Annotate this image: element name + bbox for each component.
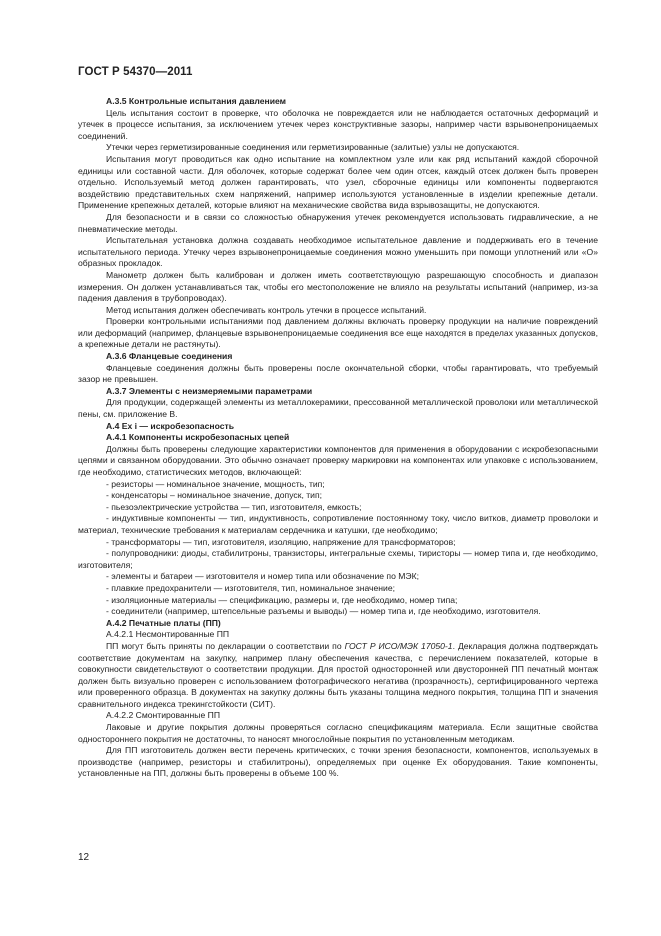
heading-a-3-6: А.3.6 Фланцевые соединения (106, 351, 233, 362)
heading-a-4-2-1: А.4.2.1 Несмонтированные ПП (106, 629, 230, 640)
page-number: 12 (78, 852, 90, 863)
paragraph: Должны быть проверены следующие характеристики компонентов для применения в оборудовании с искробезопасными цепями и связанном оборудовании. Это обычно означает проверку маркировки на компонентах или упаковке с использованием, где необходимо, статистических методов, включающей: (78, 443, 598, 477)
heading-a-3-5: А.3.5 Контрольные испытания давлением (106, 96, 287, 106)
paragraph: Метод испытания должен обеспечивать контроль утечки в процессе испытаний. (106, 304, 427, 315)
list-item: - соединители (например, штепсельные разъемы и выводы) — номер типа и, где необходимо, изготовителя. (106, 606, 541, 617)
paragraph: Утечки через герметизированные соединения или герметизированные (залитые) узлы не допускаются. (106, 142, 520, 153)
list-item: - конденсаторы – номинальное значение, допуск, тип; (106, 490, 323, 501)
paragraph: Для продукции, содержащей элементы из металлокерамики, прессованной металлической проволоки или металлической пены, см. приложение В. (78, 397, 598, 420)
page-body (78, 96, 598, 780)
list-item: - резисторы — номинальное значение, мощность, тип; (106, 478, 325, 489)
list-item: - плавкие предохранители — изготовителя, тип, номинальное значение; (106, 582, 396, 593)
paragraph-text: . Декларация должна подтверждать соответствие документам на закупку, например плану обеспечения качества, с перечислением показателей, которые в совокупности свидетельствуют о соответствии продукции. Для простой односторонней или двусторонней ПП печатный монтаж должен быть визуально проверен с использованием фотографического негатива (прозрачность), сертифицированного чертежа или проверенного образца. В документах на закупку должны быть указаны толщина медного покрытия, толщина ПП и значения сравнительного индекса трекингстойкости (CИТ). (78, 640, 598, 709)
paragraph (78, 641, 598, 711)
paragraph-text: ПП могут быть приняты по декларации о соответствии по (106, 640, 345, 651)
list-item: - элементы и батареи — изготовителя и номер типа или обозначение по МЭК; (106, 571, 419, 582)
heading-a-4-2: А.4.2 Печатные платы (ПП) (106, 617, 221, 628)
heading-a-4-1: А.4.1 Компоненты искробезопасных цепей (106, 432, 290, 443)
standard-reference: ГОСТ Р ИСО/МЭК 17050-1 (344, 640, 453, 651)
paragraph: Фланцевые соединения должны быть проверены после окончательной сборки, чтобы гарантировать, что требуемый зазор не превышен. (78, 362, 598, 385)
list-item: - пьезоэлектрические устройства — тип, изготовителя, емкость; (106, 501, 362, 512)
paragraph: Испытания могут проводиться как одно испытание на комплектном узле или как ряд испытаний каждой сборочной единицы или составной части. Для оболочек, которые содержат более чем один отсек, каждый отсек должен быть проверен отдельно. Используемый метод должен гарантировать, что узел, сборочные единицы или компоненты подвергаются воздействию представительных схем напряжений, например используются установленные в изделии крепежные детали. Применение крепежных деталей, которые влияют на механические свойства вида взрывозащиты, не допускаются. (78, 153, 598, 211)
document-header: ГОСТ Р 54370—2011 (78, 66, 193, 78)
list-item: - трансформаторы — тип, изготовителя, изоляцию, напряжение для трансформаторов; (106, 536, 456, 547)
heading-a-3-7: А.3.7 Элементы с неизмеряемыми параметрами (106, 385, 313, 396)
list-item: - изоляционные материалы — спецификацию, размеры и, где необходимо, номер типа; (106, 594, 458, 605)
list-item: - индуктивные компоненты — тип, индуктивность, сопротивление постоянному току, число витков, диаметр проволоки и материал, технические требования к материалам сердечника и катушки, где необходимо; (78, 513, 598, 535)
paragraph: Цель испытания состоит в проверке, что оболочка не повреждается или не наблюдается остаточных деформаций и утечек в процессе испытания, за исключением утечек через конструктивные зазоры, например части взрывонепроницаемых соединений. (78, 107, 598, 141)
paragraph: Для безопасности и в связи со сложностью обнаружения утечек рекомендуется использовать гидравлические, а не пневматические методы. (78, 211, 598, 234)
list-item: - полупроводники: диоды, стабилитроны, транзисторы, интегральные схемы, тиристоры — номер типа и, где необходимо, изготовителя; (78, 548, 598, 570)
paragraph: Испытательная установка должна создавать необходимое испытательное давление и поддерживать его в течение испытательного периода. Утечку через взрывонепроницаемые соединения можно уменьшить при помощи уплотнений или «О» образных прокладок. (78, 235, 598, 269)
heading-a-4-2-2: А.4.2.2 Смонтированные ПП (106, 710, 220, 721)
paragraph: Лаковые и другие покрытия должны проверяться согласно спецификациям материала. Если защитные свойства одностороннего покрытия не достаточны, то наносят многослойные покрытия по установленным методикам. (78, 722, 598, 744)
heading-a-4: А.4 Ex i — искробезопасность (106, 420, 235, 431)
paragraph: Манометр должен быть калиброван и должен иметь соответствующую разрешающую способность и диапазон измерения. Он должен устанавливаться так, чтобы его местоположение не влияло на результаты испытаний (например, из-за падения давления в трубопроводах). (78, 269, 598, 304)
paragraph: Для ПП изготовитель должен вести перечень критических, с точки зрения безопасности, компонентов, используемых в производстве (например, резисторы и стабилитроны), определяемых при оценке Ex оборудования. Такие компоненты, установленные на ПП, должны быть проверены в объеме 100 %. (78, 745, 598, 779)
paragraph: Проверки контрольными испытаниями под давлением должны включать проверку продукции на наличие повреждений или деформаций (например, фланцевые взрывонепроницаемые соединения все еще находятся в пределах указанных допусков, а крепежные детали не растянуты). (78, 316, 598, 350)
